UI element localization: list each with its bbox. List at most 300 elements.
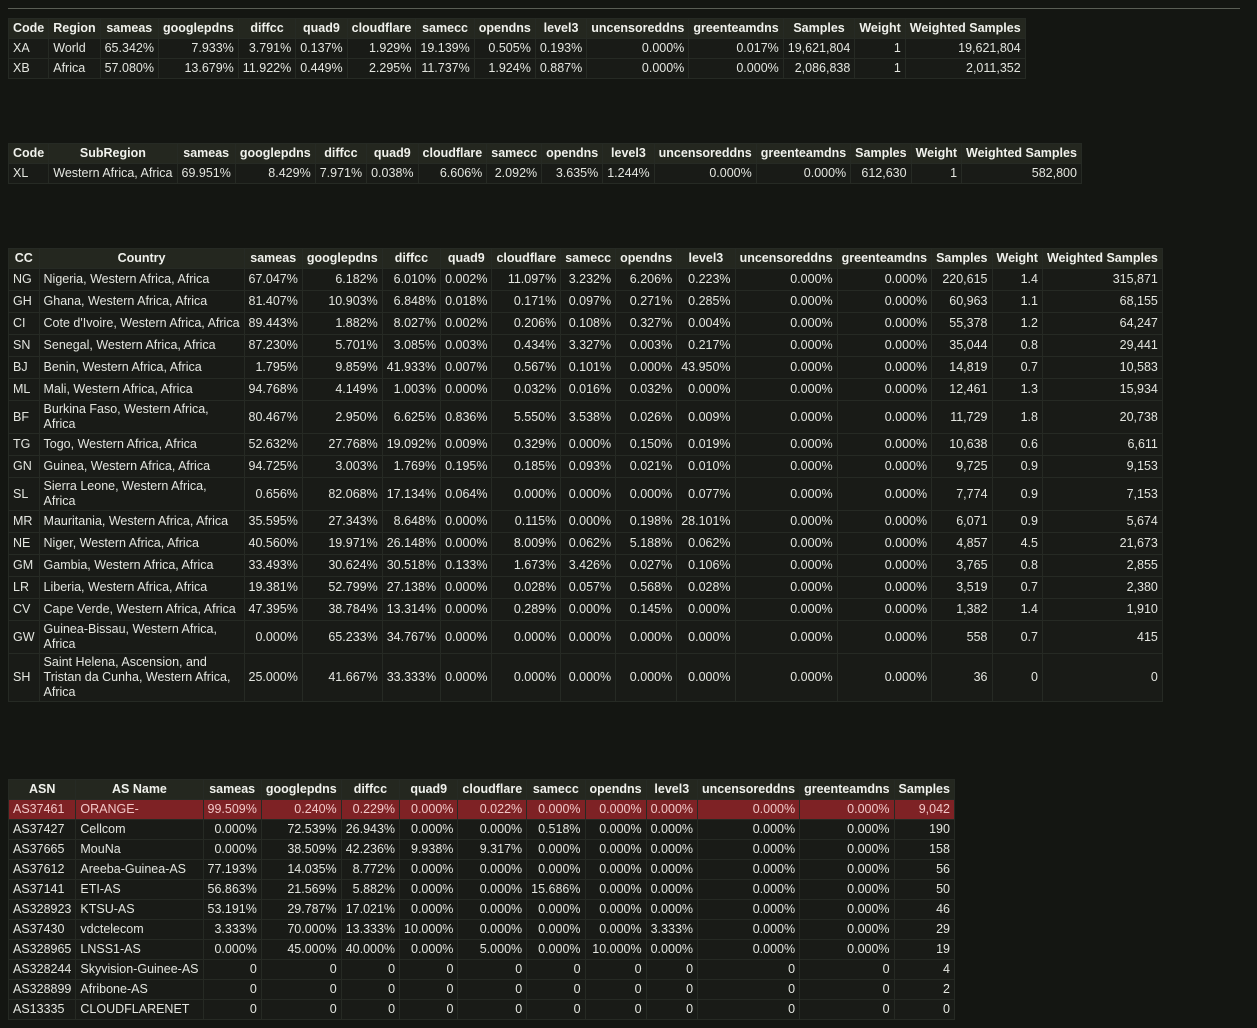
country-cell-opendns: 0.000%: [616, 357, 677, 379]
country-cell-level3: 0.028%: [677, 577, 735, 599]
region-cell-opendns: 1.924%: [474, 59, 535, 79]
country-cell-quad9: 0.133%: [441, 555, 492, 577]
country-cell-weight: 4.5: [992, 533, 1042, 555]
region-header-uncensoreddns: uncensoreddns: [587, 19, 689, 39]
country-cell-uncensoreddns: 0.000%: [735, 621, 837, 654]
subregion-header-weight: Weight: [911, 144, 961, 164]
subregion-header-weighted-samples: Weighted Samples: [962, 144, 1082, 164]
asn-header-greenteamdns: greenteamdns: [800, 780, 894, 800]
country-cell-cloudflare: 5.550%: [492, 401, 561, 434]
country-cell-opendns: 0.327%: [616, 313, 677, 335]
country-cell-cc: SL: [9, 478, 40, 511]
asn-cell-asn: AS37461: [9, 800, 76, 820]
country-cell-country: Mali, Western Africa, Africa: [39, 379, 244, 401]
country-cell-uncensoreddns: 0.000%: [735, 434, 837, 456]
table-row: [9, 840, 955, 860]
country-cell-cc: LR: [9, 577, 40, 599]
region-cell-googlepdns: 13.679%: [158, 59, 238, 79]
country-cell-country: Cape Verde, Western Africa, Africa: [39, 599, 244, 621]
country-cell-cloudflare: 0.434%: [492, 335, 561, 357]
country-cell-cc: SN: [9, 335, 40, 357]
country-cell-sameas: 89.443%: [244, 313, 302, 335]
country-cell-samples: 9,725: [932, 456, 992, 478]
country-table-header-row: [9, 249, 1163, 269]
asn-cell-opendns: 0.000%: [585, 900, 646, 920]
region-header-diffcc: diffcc: [238, 19, 295, 39]
table-row: [9, 800, 955, 820]
country-cell-opendns: 6.206%: [616, 269, 677, 291]
subregion-cell-samples: 612,630: [851, 164, 911, 184]
asn-cell-asn: AS37141: [9, 880, 76, 900]
country-cell-cc: GH: [9, 291, 40, 313]
region-cell-sameas: 57.080%: [100, 59, 158, 79]
table-row: [9, 900, 955, 920]
asn-cell-samecc: 0.518%: [527, 820, 585, 840]
country-cell-uncensoreddns: 0.000%: [735, 335, 837, 357]
country-cell-weighted-samples: 21,673: [1042, 533, 1162, 555]
table-row: [9, 621, 1163, 654]
country-cell-cloudflare: 0.185%: [492, 456, 561, 478]
asn-cell-asn: AS37430: [9, 920, 76, 940]
country-cell-country: Cote d'Ivoire, Western Africa, Africa: [39, 313, 244, 335]
country-cell-googlepdns: 30.624%: [302, 555, 382, 577]
country-cell-sameas: 0.656%: [244, 478, 302, 511]
table-row: [9, 39, 1026, 59]
asn-header-samples: Samples: [894, 780, 954, 800]
asn-cell-cloudflare: 0.022%: [458, 800, 527, 820]
country-cell-weighted-samples: 7,153: [1042, 478, 1162, 511]
country-cell-country: Gambia, Western Africa, Africa: [39, 555, 244, 577]
subregion-header-quad9: quad9: [367, 144, 418, 164]
asn-cell-googlepdns: 45.000%: [261, 940, 341, 960]
country-cell-sameas: 1.795%: [244, 357, 302, 379]
country-header-sameas: sameas: [244, 249, 302, 269]
country-cell-opendns: 0.271%: [616, 291, 677, 313]
country-cell-weighted-samples: 2,855: [1042, 555, 1162, 577]
region-cell-googlepdns: 7.933%: [158, 39, 238, 59]
country-header-weighted-samples: Weighted Samples: [1042, 249, 1162, 269]
asn-cell-uncensoreddns: 0.000%: [698, 820, 800, 840]
asn-cell-opendns: 0: [585, 1000, 646, 1020]
asn-cell-quad9: 0.000%: [400, 820, 458, 840]
asn-cell-as-name: ORANGE-: [76, 800, 203, 820]
country-cell-diffcc: 8.027%: [382, 313, 440, 335]
country-cell-weighted-samples: 1,910: [1042, 599, 1162, 621]
country-cell-sameas: 67.047%: [244, 269, 302, 291]
country-cell-googlepdns: 27.343%: [302, 511, 382, 533]
country-cell-sameas: 80.467%: [244, 401, 302, 434]
country-cell-greenteamdns: 0.000%: [837, 654, 931, 702]
region-cell-diffcc: 11.922%: [238, 59, 295, 79]
region-cell-samecc: 19.139%: [416, 39, 474, 59]
country-cell-samecc: 0.093%: [561, 456, 616, 478]
country-cell-cloudflare: 0.329%: [492, 434, 561, 456]
country-cell-quad9: 0.000%: [441, 621, 492, 654]
country-cell-quad9: 0.000%: [441, 654, 492, 702]
asn-cell-asn: AS328899: [9, 980, 76, 1000]
asn-cell-diffcc: 0: [341, 960, 399, 980]
region-header-quad9: quad9: [296, 19, 347, 39]
region-cell-code: XA: [9, 39, 49, 59]
asn-cell-as-name: Skyvision-Guinee-AS: [76, 960, 203, 980]
country-cell-greenteamdns: 0.000%: [837, 478, 931, 511]
asn-cell-level3: 0.000%: [646, 880, 697, 900]
country-cell-sameas: 87.230%: [244, 335, 302, 357]
region-header-cloudflare: cloudflare: [347, 19, 416, 39]
asn-cell-sameas: 56.863%: [203, 880, 261, 900]
asn-cell-cloudflare: 0.000%: [458, 920, 527, 940]
asn-cell-googlepdns: 29.787%: [261, 900, 341, 920]
country-cell-cc: CI: [9, 313, 40, 335]
country-cell-diffcc: 3.085%: [382, 335, 440, 357]
region-header-region: Region: [49, 19, 100, 39]
subregion-cell-uncensoreddns: 0.000%: [654, 164, 756, 184]
country-cell-weight: 0.7: [992, 621, 1042, 654]
country-cell-greenteamdns: 0.000%: [837, 313, 931, 335]
table-row: [9, 880, 955, 900]
country-cell-country: Sierra Leone, Western Africa, Africa: [39, 478, 244, 511]
asn-cell-diffcc: 0: [341, 980, 399, 1000]
country-cell-samecc: 0.057%: [561, 577, 616, 599]
country-cell-country: Senegal, Western Africa, Africa: [39, 335, 244, 357]
region-cell-samples: 19,621,804: [783, 39, 855, 59]
region-cell-uncensoreddns: 0.000%: [587, 39, 689, 59]
asn-cell-sameas: 99.509%: [203, 800, 261, 820]
country-cell-diffcc: 8.648%: [382, 511, 440, 533]
country-cell-uncensoreddns: 0.000%: [735, 533, 837, 555]
country-cell-quad9: 0.064%: [441, 478, 492, 511]
country-cell-level3: 0.106%: [677, 555, 735, 577]
table-row: [9, 820, 955, 840]
asn-cell-samples: 2: [894, 980, 954, 1000]
table-row: [9, 555, 1163, 577]
asn-cell-cloudflare: 0: [458, 980, 527, 1000]
asn-cell-samecc: 0.000%: [527, 920, 585, 940]
asn-cell-greenteamdns: 0.000%: [800, 920, 894, 940]
subregion-header-greenteamdns: greenteamdns: [756, 144, 850, 164]
country-cell-sameas: 40.560%: [244, 533, 302, 555]
country-cell-weighted-samples: 2,380: [1042, 577, 1162, 599]
country-cell-weight: 1.1: [992, 291, 1042, 313]
asn-cell-quad9: 0.000%: [400, 940, 458, 960]
country-cell-uncensoreddns: 0.000%: [735, 599, 837, 621]
asn-cell-cloudflare: 0.000%: [458, 820, 527, 840]
country-cell-uncensoreddns: 0.000%: [735, 401, 837, 434]
subregion-table-header-row: [9, 144, 1082, 164]
country-cell-sameas: 94.725%: [244, 456, 302, 478]
table-row: [9, 456, 1163, 478]
region-header-samecc: samecc: [416, 19, 474, 39]
asn-cell-sameas: 0.000%: [203, 840, 261, 860]
table-row: [9, 980, 955, 1000]
country-cell-samples: 3,765: [932, 555, 992, 577]
country-cell-diffcc: 26.148%: [382, 533, 440, 555]
country-cell-cloudflare: 0.206%: [492, 313, 561, 335]
table-row: [9, 860, 955, 880]
asn-cell-greenteamdns: 0.000%: [800, 820, 894, 840]
country-cell-weighted-samples: 29,441: [1042, 335, 1162, 357]
asn-cell-sameas: 0.000%: [203, 940, 261, 960]
country-header-weight: Weight: [992, 249, 1042, 269]
country-cell-cc: BJ: [9, 357, 40, 379]
country-cell-googlepdns: 82.068%: [302, 478, 382, 511]
table-row: [9, 269, 1163, 291]
country-cell-cloudflare: 0.567%: [492, 357, 561, 379]
country-cell-weighted-samples: 0: [1042, 654, 1162, 702]
asn-cell-uncensoreddns: 0: [698, 960, 800, 980]
asn-header-uncensoreddns: uncensoreddns: [698, 780, 800, 800]
region-cell-code: XB: [9, 59, 49, 79]
country-cell-googlepdns: 5.701%: [302, 335, 382, 357]
country-cell-uncensoreddns: 0.000%: [735, 654, 837, 702]
country-cell-googlepdns: 10.903%: [302, 291, 382, 313]
country-header-diffcc: diffcc: [382, 249, 440, 269]
asn-header-as-name: AS Name: [76, 780, 203, 800]
country-cell-sameas: 0.000%: [244, 621, 302, 654]
asn-cell-cloudflare: 0.000%: [458, 900, 527, 920]
table-row: [9, 313, 1163, 335]
country-cell-samecc: 0.016%: [561, 379, 616, 401]
region-cell-weighted-samples: 2,011,352: [905, 59, 1025, 79]
country-cell-cc: GM: [9, 555, 40, 577]
asn-cell-samples: 158: [894, 840, 954, 860]
subregion-header-uncensoreddns: uncensoreddns: [654, 144, 756, 164]
asn-cell-googlepdns: 0: [261, 960, 341, 980]
country-cell-weighted-samples: 6,611: [1042, 434, 1162, 456]
country-header-samples: Samples: [932, 249, 992, 269]
country-cell-cc: SH: [9, 654, 40, 702]
subregion-header-level3: level3: [603, 144, 654, 164]
country-cell-opendns: 0.000%: [616, 621, 677, 654]
asn-cell-as-name: LNSS1-AS: [76, 940, 203, 960]
country-cell-samples: 220,615: [932, 269, 992, 291]
country-cell-cc: ML: [9, 379, 40, 401]
asn-cell-asn: AS328965: [9, 940, 76, 960]
subregion-cell-greenteamdns: 0.000%: [756, 164, 850, 184]
subregion-header-sameas: sameas: [177, 144, 235, 164]
asn-cell-asn: AS37427: [9, 820, 76, 840]
subregion-cell-sameas: 69.951%: [177, 164, 235, 184]
table-row: [9, 1000, 955, 1020]
asn-cell-greenteamdns: 0: [800, 960, 894, 980]
subregion-cell-samecc: 2.092%: [487, 164, 542, 184]
country-cell-quad9: 0.007%: [441, 357, 492, 379]
asn-cell-diffcc: 0.229%: [341, 800, 399, 820]
country-cell-googlepdns: 1.882%: [302, 313, 382, 335]
country-cell-samples: 6,071: [932, 511, 992, 533]
asn-cell-asn: AS328923: [9, 900, 76, 920]
country-cell-diffcc: 30.518%: [382, 555, 440, 577]
country-cell-diffcc: 6.010%: [382, 269, 440, 291]
country-cell-weight: 0.6: [992, 434, 1042, 456]
country-cell-quad9: 0.000%: [441, 379, 492, 401]
asn-cell-greenteamdns: 0.000%: [800, 840, 894, 860]
country-cell-quad9: 0.009%: [441, 434, 492, 456]
asn-cell-greenteamdns: 0: [800, 980, 894, 1000]
country-cell-level3: 0.223%: [677, 269, 735, 291]
asn-header-samecc: samecc: [527, 780, 585, 800]
country-cell-country: Burkina Faso, Western Africa, Africa: [39, 401, 244, 434]
asn-cell-quad9: 0.000%: [400, 800, 458, 820]
asn-cell-diffcc: 5.882%: [341, 880, 399, 900]
asn-header-opendns: opendns: [585, 780, 646, 800]
asn-cell-quad9: 0: [400, 980, 458, 1000]
country-cell-googlepdns: 3.003%: [302, 456, 382, 478]
country-cell-level3: 0.285%: [677, 291, 735, 313]
asn-table-header-row: [9, 780, 955, 800]
country-cell-greenteamdns: 0.000%: [837, 269, 931, 291]
subregion-cell-subregion: Western Africa, Africa: [49, 164, 177, 184]
country-header-opendns: opendns: [616, 249, 677, 269]
asn-cell-diffcc: 26.943%: [341, 820, 399, 840]
country-cell-samples: 7,774: [932, 478, 992, 511]
region-cell-weight: 1: [855, 59, 905, 79]
asn-header-cloudflare: cloudflare: [458, 780, 527, 800]
country-cell-level3: 0.000%: [677, 654, 735, 702]
country-cell-samples: 4,857: [932, 533, 992, 555]
country-cell-cloudflare: 11.097%: [492, 269, 561, 291]
country-cell-weight: 0.9: [992, 511, 1042, 533]
country-cell-level3: 0.000%: [677, 621, 735, 654]
asn-header-quad9: quad9: [400, 780, 458, 800]
asn-cell-as-name: MouNa: [76, 840, 203, 860]
country-header-quad9: quad9: [441, 249, 492, 269]
asn-cell-level3: 0: [646, 980, 697, 1000]
country-header-cc: CC: [9, 249, 40, 269]
country-cell-samples: 11,729: [932, 401, 992, 434]
asn-cell-googlepdns: 38.509%: [261, 840, 341, 860]
country-cell-weighted-samples: 10,583: [1042, 357, 1162, 379]
table-row: [9, 291, 1163, 313]
country-cell-level3: 0.000%: [677, 599, 735, 621]
asn-cell-sameas: 3.333%: [203, 920, 261, 940]
region-cell-greenteamdns: 0.000%: [689, 59, 783, 79]
asn-cell-cloudflare: 0.000%: [458, 860, 527, 880]
asn-cell-samples: 19: [894, 940, 954, 960]
country-cell-weight: 1.4: [992, 269, 1042, 291]
asn-cell-as-name: vdctelecom: [76, 920, 203, 940]
country-cell-samecc: 0.000%: [561, 434, 616, 456]
country-cell-diffcc: 17.134%: [382, 478, 440, 511]
table-row: [9, 478, 1163, 511]
table-row: [9, 401, 1163, 434]
country-cell-country: Nigeria, Western Africa, Africa: [39, 269, 244, 291]
country-cell-sameas: 94.768%: [244, 379, 302, 401]
country-cell-opendns: 0.568%: [616, 577, 677, 599]
country-cell-greenteamdns: 0.000%: [837, 599, 931, 621]
country-cell-samecc: 3.232%: [561, 269, 616, 291]
country-cell-diffcc: 1.769%: [382, 456, 440, 478]
country-cell-samples: 55,378: [932, 313, 992, 335]
asn-header-level3: level3: [646, 780, 697, 800]
asn-cell-greenteamdns: 0.000%: [800, 880, 894, 900]
region-cell-opendns: 0.505%: [474, 39, 535, 59]
asn-cell-samecc: 15.686%: [527, 880, 585, 900]
asn-cell-quad9: 0.000%: [400, 900, 458, 920]
country-cell-level3: 0.000%: [677, 379, 735, 401]
region-cell-weighted-samples: 19,621,804: [905, 39, 1025, 59]
country-cell-weighted-samples: 415: [1042, 621, 1162, 654]
country-cell-uncensoreddns: 0.000%: [735, 313, 837, 335]
region-cell-level3: 0.887%: [535, 59, 586, 79]
country-cell-sameas: 47.395%: [244, 599, 302, 621]
asn-cell-googlepdns: 0: [261, 1000, 341, 1020]
country-cell-opendns: 0.000%: [616, 654, 677, 702]
country-cell-uncensoreddns: 0.000%: [735, 379, 837, 401]
asn-cell-samples: 46: [894, 900, 954, 920]
country-cell-weighted-samples: 5,674: [1042, 511, 1162, 533]
country-cell-cloudflare: 0.000%: [492, 621, 561, 654]
country-cell-samecc: 0.000%: [561, 478, 616, 511]
country-cell-quad9: 0.000%: [441, 511, 492, 533]
asn-cell-level3: 0.000%: [646, 940, 697, 960]
country-cell-country: Ghana, Western Africa, Africa: [39, 291, 244, 313]
asn-cell-googlepdns: 0.240%: [261, 800, 341, 820]
asn-cell-samples: 190: [894, 820, 954, 840]
asn-cell-opendns: 0.000%: [585, 820, 646, 840]
country-cell-level3: 0.004%: [677, 313, 735, 335]
asn-cell-quad9: 10.000%: [400, 920, 458, 940]
country-cell-googlepdns: 9.859%: [302, 357, 382, 379]
country-cell-country: Togo, Western Africa, Africa: [39, 434, 244, 456]
asn-cell-samples: 4: [894, 960, 954, 980]
country-cell-googlepdns: 19.971%: [302, 533, 382, 555]
subregion-cell-opendns: 3.635%: [542, 164, 603, 184]
country-cell-country: Guinea, Western Africa, Africa: [39, 456, 244, 478]
country-cell-googlepdns: 65.233%: [302, 621, 382, 654]
asn-cell-as-name: Cellcom: [76, 820, 203, 840]
country-cell-samecc: 0.097%: [561, 291, 616, 313]
subregion-cell-weight: 1: [911, 164, 961, 184]
country-cell-diffcc: 19.092%: [382, 434, 440, 456]
asn-cell-asn: AS13335: [9, 1000, 76, 1020]
country-cell-diffcc: 33.333%: [382, 654, 440, 702]
country-cell-level3: 0.019%: [677, 434, 735, 456]
asn-cell-asn: AS37665: [9, 840, 76, 860]
asn-cell-as-name: KTSU-AS: [76, 900, 203, 920]
country-cell-country: Mauritania, Western Africa, Africa: [39, 511, 244, 533]
country-cell-cc: GN: [9, 456, 40, 478]
country-cell-diffcc: 34.767%: [382, 621, 440, 654]
country-cell-sameas: 81.407%: [244, 291, 302, 313]
country-cell-weight: 0.9: [992, 456, 1042, 478]
asn-cell-greenteamdns: 0.000%: [800, 800, 894, 820]
asn-cell-samples: 29: [894, 920, 954, 940]
country-cell-samecc: 0.000%: [561, 511, 616, 533]
country-cell-sameas: 33.493%: [244, 555, 302, 577]
table-row: [9, 577, 1163, 599]
country-cell-greenteamdns: 0.000%: [837, 456, 931, 478]
asn-cell-level3: 0.000%: [646, 800, 697, 820]
table-row: [9, 599, 1163, 621]
subregion-cell-code: XL: [9, 164, 49, 184]
table-row: [9, 920, 955, 940]
country-cell-samecc: 0.000%: [561, 599, 616, 621]
country-cell-samples: 10,638: [932, 434, 992, 456]
country-cell-opendns: 0.198%: [616, 511, 677, 533]
subregion-header-samecc: samecc: [487, 144, 542, 164]
region-cell-region: Africa: [49, 59, 100, 79]
country-cell-googlepdns: 2.950%: [302, 401, 382, 434]
country-cell-samples: 35,044: [932, 335, 992, 357]
country-cell-quad9: 0.002%: [441, 313, 492, 335]
asn-cell-cloudflare: 0: [458, 1000, 527, 1020]
country-cell-opendns: 0.026%: [616, 401, 677, 434]
country-cell-weight: 0.7: [992, 357, 1042, 379]
asn-cell-samples: 56: [894, 860, 954, 880]
subregion-header-code: Code: [9, 144, 49, 164]
country-cell-cloudflare: 0.000%: [492, 654, 561, 702]
